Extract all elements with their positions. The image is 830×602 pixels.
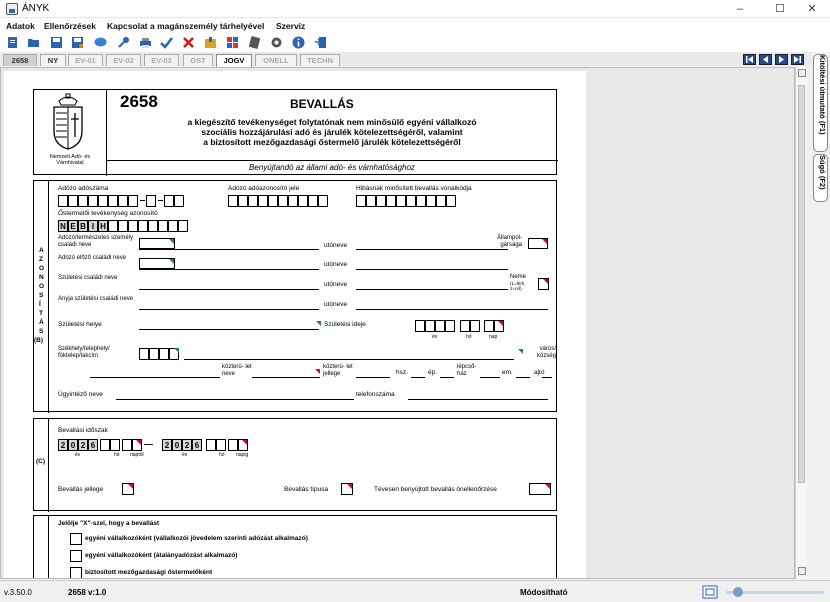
floor-label: em.	[502, 369, 513, 376]
print-icon[interactable]	[139, 36, 152, 49]
new-document-icon[interactable]	[6, 36, 19, 49]
close-button[interactable]: ✕	[807, 3, 817, 15]
zip-cell[interactable]	[149, 348, 159, 360]
birth-date-cell[interactable]	[460, 320, 470, 332]
birth-date-cell[interactable]	[494, 320, 504, 332]
prev-surname-label: Adózó előző családi neve	[58, 255, 127, 261]
taxnum-label: Adózó adószáma	[58, 185, 109, 192]
birth-day-caption: nap	[489, 334, 498, 340]
barcode-cell[interactable]	[426, 195, 436, 207]
menu-ellenorzesek[interactable]: Ellenőrzések	[44, 21, 96, 31]
period-to-month-cell[interactable]	[216, 439, 226, 451]
period-label: Bevallási időszak	[58, 427, 108, 434]
surname-line[interactable]	[139, 249, 319, 250]
producer-id-label: Őstermelői tevékenység azonosító	[58, 210, 158, 217]
option-checkbox-3[interactable]	[70, 567, 82, 579]
city-line[interactable]	[184, 359, 514, 360]
barcode-cell[interactable]	[386, 195, 396, 207]
birth-date-cell[interactable]	[445, 320, 455, 332]
taxnum-cell[interactable]	[118, 195, 128, 207]
floor-line[interactable]	[516, 377, 530, 378]
taxnum-cell[interactable]	[68, 195, 78, 207]
nature-label: Bevallás jellege	[58, 486, 104, 493]
period-from-year-cell[interactable]: 6	[88, 439, 98, 451]
help-tab-label: Súgó (F2)	[818, 155, 827, 190]
save-as-icon[interactable]	[71, 36, 84, 49]
section-b-letter: O	[39, 283, 45, 290]
birth-date-cell[interactable]	[415, 320, 425, 332]
prev-page-button[interactable]	[759, 54, 772, 65]
tab-onell[interactable]: ONELL	[255, 54, 297, 66]
seat-label: Székhely/telephely/ föktelep/lakcím	[58, 346, 110, 359]
scroll-thumb[interactable]	[798, 85, 805, 483]
section-b-identification	[33, 180, 557, 412]
taxid-cell[interactable]	[258, 195, 268, 207]
producer-cell[interactable]	[168, 220, 178, 232]
section-b-letter: A	[39, 247, 44, 254]
instructions-tab[interactable]	[813, 54, 828, 152]
taxid-cell[interactable]	[268, 195, 278, 207]
producer-cell[interactable]: H	[98, 220, 108, 232]
birth-place-label: Születési helye	[58, 321, 102, 328]
taxid-cell[interactable]	[288, 195, 298, 207]
selfcheck-label: Tévesen benyújtott bevallás önellenőrzése	[374, 486, 497, 493]
mother-name-line[interactable]	[139, 309, 319, 310]
admin-line[interactable]	[116, 399, 354, 400]
city-label: város/ község	[536, 346, 556, 359]
subtitle-2: szociális hozzájárulási adó és járulék kötelezettségéről, valamint	[201, 127, 463, 137]
zip-cell[interactable]	[139, 348, 149, 360]
last-page-button[interactable]	[791, 54, 804, 65]
to-day-caption: napig	[236, 452, 249, 458]
period-from-day-cell[interactable]	[132, 439, 142, 451]
period-to-year-cell[interactable]: 0	[172, 439, 182, 451]
barcode-cell[interactable]	[396, 195, 406, 207]
scroll-up-arrow[interactable]	[798, 69, 806, 77]
birth-date-cell[interactable]	[470, 320, 480, 332]
producer-cell[interactable]	[118, 220, 128, 232]
app-version: v.3.50.0	[4, 588, 32, 597]
firstname-label-4: utóneve	[324, 301, 348, 308]
section-b-letter: T	[39, 310, 43, 317]
period-from-month-cell[interactable]	[110, 439, 120, 451]
section-b-letter: (B)	[34, 337, 44, 344]
phone-line[interactable]	[408, 399, 548, 400]
street-type-label: közterü- let jellege	[323, 364, 353, 377]
side-help-panel	[812, 52, 830, 580]
birth-date-cell[interactable]	[484, 320, 494, 332]
taxnum-cell[interactable]	[174, 195, 184, 207]
tab-ev-01[interactable]: EV-01	[68, 54, 103, 66]
producer-cell[interactable]	[148, 220, 158, 232]
taxnum-cell[interactable]	[146, 195, 156, 207]
period-to-day-cell[interactable]	[238, 439, 248, 451]
vertical-scrollbar[interactable]	[795, 67, 807, 579]
taxid-cell[interactable]	[228, 195, 238, 207]
taxnum-cell[interactable]	[88, 195, 98, 207]
selfcheck-field[interactable]	[529, 483, 551, 495]
birth-date-cell[interactable]	[425, 320, 435, 332]
form-page	[4, 71, 586, 579]
house-number-label: hsz.	[396, 369, 408, 376]
key-icon[interactable]	[117, 36, 130, 49]
prev-surname-prefix-field[interactable]	[139, 258, 175, 269]
barcode-cell[interactable]	[446, 195, 456, 207]
producer-cell[interactable]	[108, 220, 118, 232]
to-year-caption: év	[182, 452, 188, 458]
birth-surname-line[interactable]	[139, 289, 319, 290]
from-month-caption: hó	[114, 452, 120, 458]
section-c-period	[33, 418, 557, 511]
firstname-line-3[interactable]	[356, 289, 508, 290]
period-to-day-cell[interactable]	[228, 439, 238, 451]
surname-label: Adózó/természetes személy családi neve	[58, 235, 134, 248]
birth-year-caption: év	[432, 334, 438, 340]
birth-surname-label: Születési családi neve	[58, 275, 118, 281]
instructions-tab-label: Kitöltési útmutató (F1)	[818, 55, 827, 135]
toolbar	[0, 34, 830, 52]
tab-techn[interactable]: TECHN	[300, 54, 340, 66]
taxid-label: Adózó adóazonosító jele	[228, 185, 300, 192]
tab-ev-03[interactable]: EV-03	[144, 54, 179, 66]
period-to-year-cell[interactable]: 2	[162, 439, 172, 451]
citizenship-field[interactable]	[528, 238, 548, 249]
period-from-year-cell[interactable]: 2	[78, 439, 88, 451]
from-day-caption: naptól	[130, 452, 144, 458]
producer-cell[interactable]	[178, 220, 188, 232]
window-title: ÁNYK	[22, 3, 50, 14]
street-name-label: közterü- let neve	[222, 364, 252, 377]
title-bar	[0, 0, 830, 18]
section-b-letter: S	[39, 328, 44, 335]
taxnum-cell[interactable]	[164, 195, 174, 207]
producer-cell[interactable]	[158, 220, 168, 232]
section-b-letter: Á	[39, 319, 44, 326]
gender-field[interactable]	[538, 278, 549, 290]
tab-ev-02[interactable]: EV-02	[106, 54, 141, 66]
nature-field[interactable]	[122, 483, 134, 495]
form-header	[33, 89, 557, 175]
from-year-caption: év	[75, 452, 81, 458]
gender-hint: (1=férfi, 2=nő)	[510, 281, 526, 291]
taxid-cell[interactable]	[248, 195, 258, 207]
info-icon[interactable]	[292, 36, 305, 49]
open-folder-icon[interactable]	[27, 36, 40, 49]
first-page-button[interactable]	[743, 54, 756, 65]
birth-month-caption: hó	[466, 334, 472, 340]
producer-cell[interactable]: B	[78, 220, 88, 232]
option-checkbox-1[interactable]	[70, 533, 82, 545]
status-bar	[0, 580, 830, 602]
maximize-button[interactable]: ☐	[775, 3, 785, 15]
period-dash: —	[144, 439, 153, 449]
firstname-line-2[interactable]	[356, 269, 508, 270]
tab-ost[interactable]: OST	[183, 54, 213, 66]
gender-label: Neme	[510, 274, 527, 280]
submit-to: Benyújtandó az állami adó- és vámhatósághoz	[249, 163, 415, 172]
check-icon[interactable]	[160, 36, 173, 49]
taxnum-cell[interactable]	[78, 195, 88, 207]
house-number-line[interactable]	[411, 377, 425, 378]
period-to-month-cell[interactable]	[206, 439, 216, 451]
period-to-year-cell[interactable]: 2	[182, 439, 192, 451]
option-label-3: biztosított mezőgazdasági őstermelőként	[85, 569, 213, 576]
building-label: ép.	[428, 369, 438, 376]
period-from-day-cell[interactable]	[122, 439, 132, 451]
door-label: ajtó	[534, 369, 545, 376]
help-tab[interactable]	[813, 154, 828, 202]
taxnum-cell[interactable]	[98, 195, 108, 207]
minimize-button[interactable]: –	[736, 3, 744, 15]
period-from-year-cell[interactable]: 2	[58, 439, 68, 451]
form-kind: BEVALLÁS	[290, 97, 354, 111]
type-label: Bevallás típusa	[284, 486, 329, 493]
calculator-icon[interactable]	[248, 36, 261, 49]
taxnum-cell[interactable]	[58, 195, 68, 207]
menu-szerviz[interactable]: Szerviz	[276, 21, 306, 31]
building-line[interactable]	[440, 377, 454, 378]
menu-kapcsolat[interactable]: Kapcsolat a magánszemély tárhelyével	[107, 21, 265, 31]
period-from-month-cell[interactable]	[100, 439, 110, 451]
birth-date-cell[interactable]	[435, 320, 445, 332]
logo-caption: Nemzeti Adó- és Vámhivatal	[49, 154, 91, 166]
edit-mode: Módosítható	[520, 588, 568, 597]
app-icon	[6, 3, 18, 15]
section-d-options	[33, 515, 557, 579]
period-to-year-cell[interactable]: 6	[192, 439, 202, 451]
coat-of-arms-logo	[50, 93, 86, 151]
subtitle-3: a biztosított mezőgazdasági őstermelő járulék kötelezettségéről	[203, 137, 461, 147]
option-checkbox-2[interactable]	[70, 550, 82, 562]
barcode-cell[interactable]	[376, 195, 386, 207]
birth-place-line[interactable]	[139, 329, 319, 330]
barcode-label: Hibásnak minősített bevallás vonalkódja	[356, 185, 472, 192]
zoom-slider-handle[interactable]	[733, 587, 743, 597]
citizenship-label: Állampol- gársága	[496, 235, 522, 248]
form-tabs	[0, 52, 812, 66]
producer-cell[interactable]: I	[88, 220, 98, 232]
settings-icon[interactable]	[270, 36, 283, 49]
table-icon[interactable]	[226, 36, 239, 49]
prev-surname-line[interactable]	[139, 269, 319, 270]
producer-cell[interactable]	[138, 220, 148, 232]
taxid-cell[interactable]	[308, 195, 318, 207]
staircase-line[interactable]	[480, 377, 500, 378]
taxid-cell[interactable]	[298, 195, 308, 207]
section-b-letter: O	[39, 265, 45, 272]
section-b-letter: N	[39, 274, 44, 281]
next-page-button[interactable]	[775, 54, 788, 65]
barcode-cell[interactable]	[366, 195, 376, 207]
save-icon[interactable]	[50, 36, 63, 49]
option-label-2: egyéni vállalkozóként (átalányadózást alkalmazó)	[85, 552, 238, 559]
package-icon[interactable]	[204, 36, 217, 49]
birth-date-label: Születési ideje	[324, 321, 366, 328]
barcode-cell[interactable]	[416, 195, 426, 207]
comment-icon[interactable]	[94, 36, 107, 49]
firstname-label-2: utóneve	[324, 261, 348, 268]
taxid-cell[interactable]	[318, 195, 328, 207]
form-number: 2658	[120, 92, 158, 111]
producer-cell[interactable]: E	[68, 220, 78, 232]
producer-cell[interactable]	[128, 220, 138, 232]
street-prefix-line[interactable]	[90, 377, 220, 378]
subtitle-1: a kiegészítő tevékenységet folytatónak nem minősülő egyéni vállalkozó	[187, 117, 477, 127]
scroll-down-arrow[interactable]	[798, 567, 806, 575]
taxid-cell[interactable]	[238, 195, 248, 207]
producer-cell[interactable]: N	[58, 220, 68, 232]
door-line[interactable]	[542, 377, 552, 378]
section-c-letter: (C)	[36, 458, 46, 465]
taxid-cell[interactable]	[278, 195, 288, 207]
admin-label: Ügyintéző neve	[58, 391, 103, 398]
to-month-caption: hó	[219, 452, 225, 458]
tab-ny[interactable]: NY	[40, 54, 66, 66]
section-b-letter: Í	[39, 301, 41, 308]
firstname-line-1[interactable]	[356, 249, 508, 250]
street-name-line[interactable]	[252, 377, 320, 378]
section-b-letter: S	[39, 292, 44, 299]
staircase-label: lépcső- ház	[457, 364, 477, 377]
phone-label: telefonszáma	[356, 391, 395, 398]
type-field[interactable]	[341, 483, 353, 495]
delete-icon[interactable]	[182, 36, 195, 49]
zoom-fit-icon[interactable]	[702, 585, 718, 599]
taxnum-cell[interactable]	[128, 195, 138, 207]
firstname-line-4[interactable]	[356, 309, 548, 310]
zip-cell[interactable]	[159, 348, 169, 360]
barcode-cell[interactable]	[436, 195, 446, 207]
firstname-label-1: utóneve	[324, 242, 348, 249]
menu-adatok[interactable]: Adatok	[6, 21, 35, 31]
tab-jogv[interactable]: JOGV	[216, 54, 252, 67]
barcode-cell[interactable]	[406, 195, 416, 207]
barcode-cell[interactable]	[356, 195, 366, 207]
document-area	[0, 67, 795, 579]
options-heading: Jelölje "X"-szel, hogy a bevallást	[58, 520, 160, 527]
mother-name-label: Anyja születési családi neve	[58, 296, 134, 302]
menu-bar	[0, 18, 830, 34]
section-b-letter: Z	[39, 256, 43, 263]
street-type-line[interactable]	[356, 377, 390, 378]
firstname-label-3: utóneve	[324, 281, 348, 288]
export-icon[interactable]	[314, 36, 327, 49]
period-from-year-cell[interactable]: 0	[68, 439, 78, 451]
option-label-1: egyéni vállalkozóként (vállalkozói jövedelem szerinti adózást alkalmazó)	[85, 535, 308, 542]
surname-prefix-field[interactable]	[139, 238, 175, 249]
form-version: 2658 v:1.0	[68, 588, 107, 597]
tab-2658[interactable]: 2658	[3, 54, 37, 66]
taxnum-cell[interactable]	[108, 195, 118, 207]
